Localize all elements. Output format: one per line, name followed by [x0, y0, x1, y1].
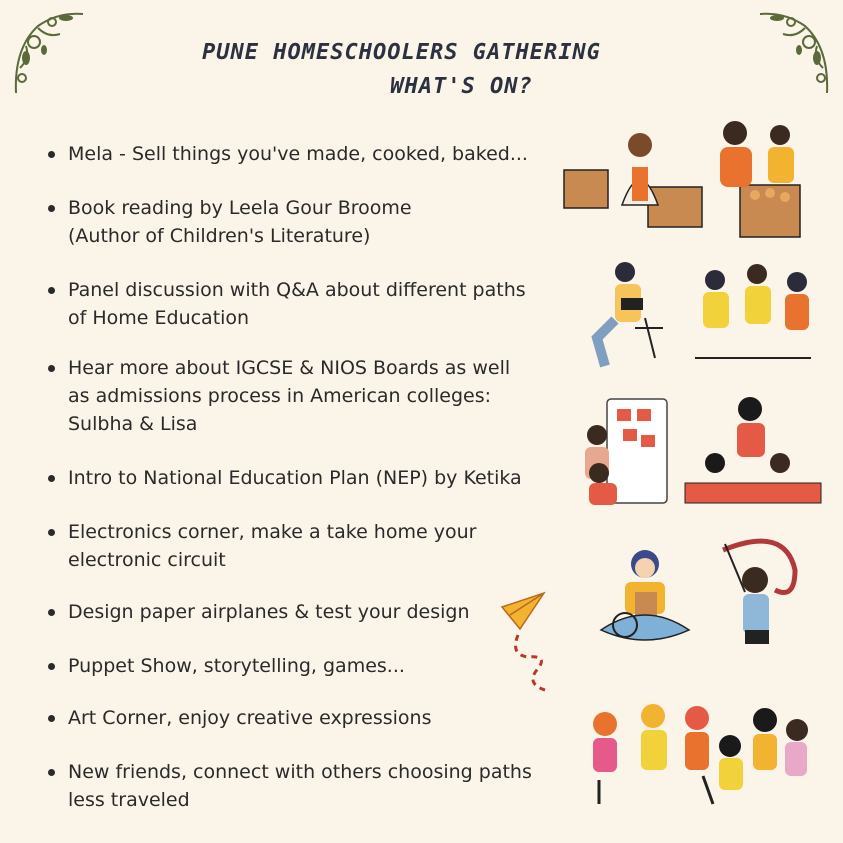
- children-playing-illustration-icon: [585, 700, 815, 810]
- market-stall-illustration-icon: [560, 115, 810, 245]
- study-group-illustration-icon: [575, 395, 825, 510]
- bullet-icon: [48, 205, 55, 212]
- list-item-boards: Hear more about IGCSE & NIOS Boards as well as admissions process in American colleges: Sulbha & Lisa: [40, 354, 560, 438]
- bullet-icon: [48, 715, 55, 722]
- electronics-and-painting-illustration-icon: [595, 530, 815, 680]
- page-title: PUNE HOMESCHOOLERS GATHERING: [202, 40, 601, 65]
- list-item-puppet-show: Puppet Show, storytelling, games...: [40, 652, 560, 680]
- bullet-icon: [48, 151, 55, 158]
- list-item-nep: Intro to National Education Plan (NEP) by Ketika: [40, 464, 560, 492]
- list-item-new-friends: New friends, connect with others choosing paths less traveled: [40, 758, 560, 814]
- paper-airplane-icon: [490, 585, 600, 695]
- bullet-icon: [48, 287, 55, 294]
- bullet-icon: [48, 475, 55, 482]
- list-item-art-corner: Art Corner, enjoy creative expressions: [40, 704, 560, 732]
- list-item-airplanes: Design paper airplanes & test your design: [40, 598, 560, 626]
- list-item-panel-discussion: Panel discussion with Q&A about different paths of Home Education: [40, 276, 560, 332]
- page-subtitle: WHAT'S ON?: [390, 74, 533, 99]
- bullet-icon: [48, 609, 55, 616]
- bullet-icon: [48, 529, 55, 536]
- bullet-icon: [48, 663, 55, 670]
- list-item-electronics: Electronics corner, make a take home your electronic circuit: [40, 518, 560, 574]
- bullet-icon: [48, 769, 55, 776]
- list-item-mela: Mela - Sell things you've made, cooked, baked...: [40, 140, 560, 168]
- list-item-book-reading: Book reading by Leela Gour Broome (Author of Children's Literature): [40, 194, 560, 250]
- panel-discussion-illustration-icon: [575, 258, 815, 373]
- bullet-icon: [48, 365, 55, 372]
